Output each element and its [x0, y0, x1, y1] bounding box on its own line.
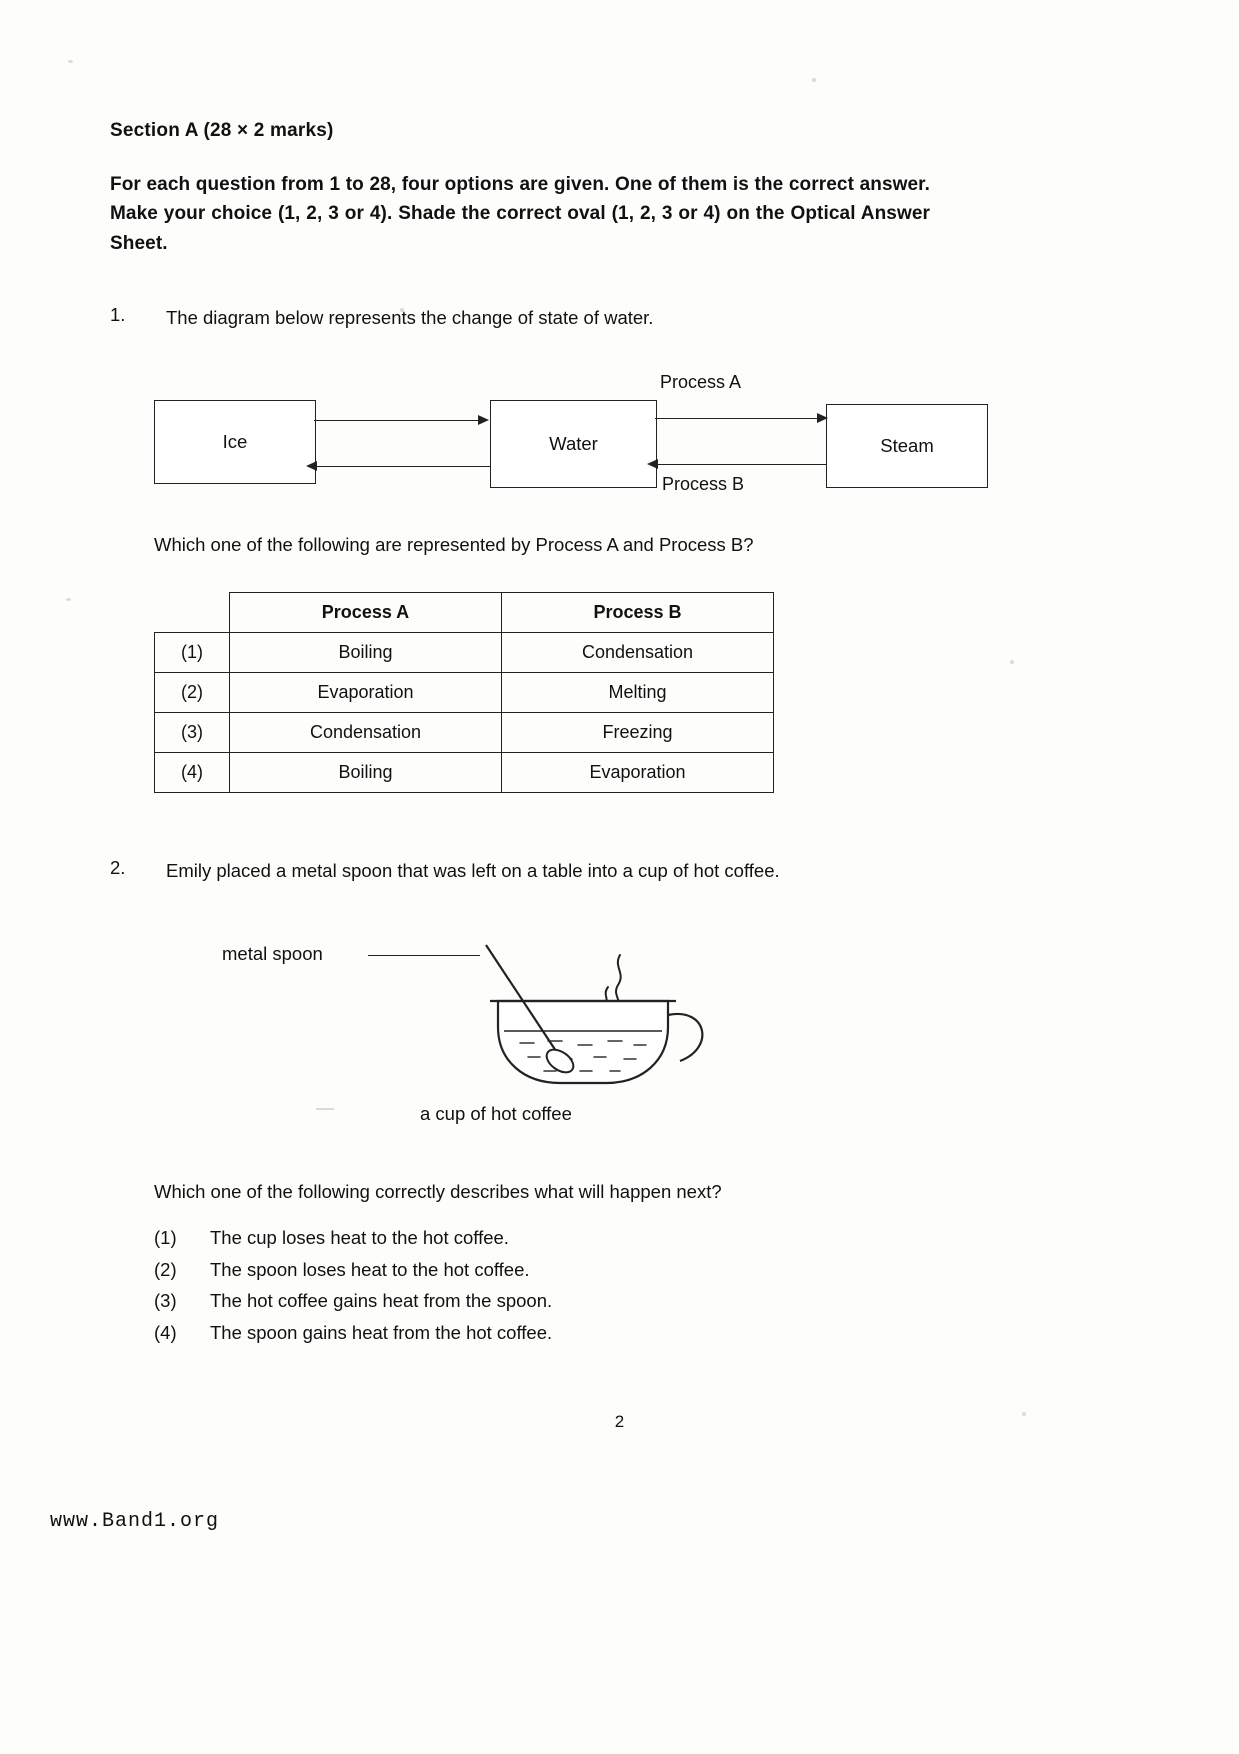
arrow-water-to-steam-head: [817, 413, 828, 423]
question-2-sub-question: Which one of the following correctly describes what will happen next?: [154, 1180, 722, 1202]
table-row: [155, 753, 774, 793]
option-label: (2): [155, 673, 230, 713]
question-1-number: 1.: [110, 304, 126, 326]
option-text: The spoon gains heat from the hot coffee.: [210, 1322, 553, 1344]
question-1-answer-table-wrapper: [154, 592, 1130, 793]
question-2-number: 2.: [110, 857, 126, 879]
table-header-process-a: Process A: [230, 593, 502, 633]
diagram-box-ice: Ice: [154, 400, 316, 484]
option-label: (1): [154, 1226, 177, 1248]
option-text: The hot coffee gains heat from the spoon.: [210, 1290, 553, 1312]
arrow-steam-to-water-line: [655, 464, 827, 465]
figure-caption: a cup of hot coffee: [420, 1102, 572, 1124]
arrow-steam-to-water-head: [647, 459, 658, 469]
cell-process-a: Boiling: [230, 753, 502, 793]
option-text: The spoon loses heat to the hot coffee.: [210, 1258, 530, 1280]
cell-process-a: Boiling: [230, 633, 502, 673]
change-of-state-diagram: [154, 372, 994, 508]
question-2-options-list: [154, 1225, 1130, 1347]
question-1-sub-question: Which one of the following are represented by Process A and Process B?: [154, 534, 754, 556]
metal-spoon-label: metal spoon: [222, 942, 323, 964]
question-1-answer-table: [154, 592, 774, 793]
option-text: The cup loses heat to the hot coffee.: [210, 1226, 509, 1248]
option-label: (4): [154, 1322, 177, 1344]
cell-process-b: Melting: [502, 673, 774, 713]
coffee-cup-figure: [110, 935, 1130, 1135]
list-item: [154, 1257, 1130, 1284]
question-1-stem: The diagram below represents the change of state of water.: [166, 307, 654, 329]
question-2-stem: Emily placed a metal spoon that was left on a table into a cup of hot coffee.: [166, 860, 780, 882]
cup-of-hot-coffee-illustration: [468, 935, 768, 1105]
table-row: [155, 633, 774, 673]
arrow-water-to-ice-head: [306, 461, 317, 471]
table-header-process-b: Process B: [502, 593, 774, 633]
question-1: [110, 304, 1130, 332]
table-header-row: [155, 593, 774, 633]
cell-process-a: Condensation: [230, 713, 502, 753]
list-item: [154, 1320, 1130, 1347]
cell-process-b: Condensation: [502, 633, 774, 673]
page-number: 2: [614, 1412, 625, 1431]
question-2: [110, 857, 1130, 885]
process-a-label: Process A: [660, 372, 742, 393]
spoon-leader-line: [368, 955, 480, 956]
arrow-ice-to-water-head: [478, 415, 489, 425]
footer-url: www.Band1.org: [50, 1510, 220, 1533]
table-header-option: [155, 593, 230, 633]
scan-speck: [66, 598, 71, 601]
option-label: (3): [154, 1290, 177, 1312]
cell-process-b: Evaporation: [502, 753, 774, 793]
scan-speck: [68, 60, 73, 63]
arrow-water-to-ice-line: [314, 466, 490, 467]
arrow-ice-to-water-line: [314, 420, 480, 421]
cell-process-b: Freezing: [502, 713, 774, 753]
diagram-box-steam: Steam: [826, 404, 988, 488]
section-title: Section A (28 × 2 marks): [110, 120, 334, 141]
diagram-box-water: Water: [490, 400, 657, 488]
list-item: [154, 1288, 1130, 1315]
process-b-label: Process B: [662, 474, 745, 495]
scan-speck: [812, 78, 816, 82]
instructions-paragraph: For each question from 1 to 28, four options are given. One of them is the correct answer. Make your choice (1, 2, 3 or 4). Shade the correct oval (1, 2, 3 or 4) on the Optical Answer Sheet.: [110, 174, 930, 254]
cell-process-a: Evaporation: [230, 673, 502, 713]
list-item: [154, 1225, 1130, 1252]
arrow-water-to-steam-line: [655, 418, 819, 419]
document-body: [110, 120, 1130, 1352]
table-row: [155, 713, 774, 753]
table-row: [155, 673, 774, 713]
option-label: (2): [154, 1258, 177, 1280]
option-label: (1): [155, 633, 230, 673]
option-label: (4): [155, 753, 230, 793]
option-label: (3): [155, 713, 230, 753]
